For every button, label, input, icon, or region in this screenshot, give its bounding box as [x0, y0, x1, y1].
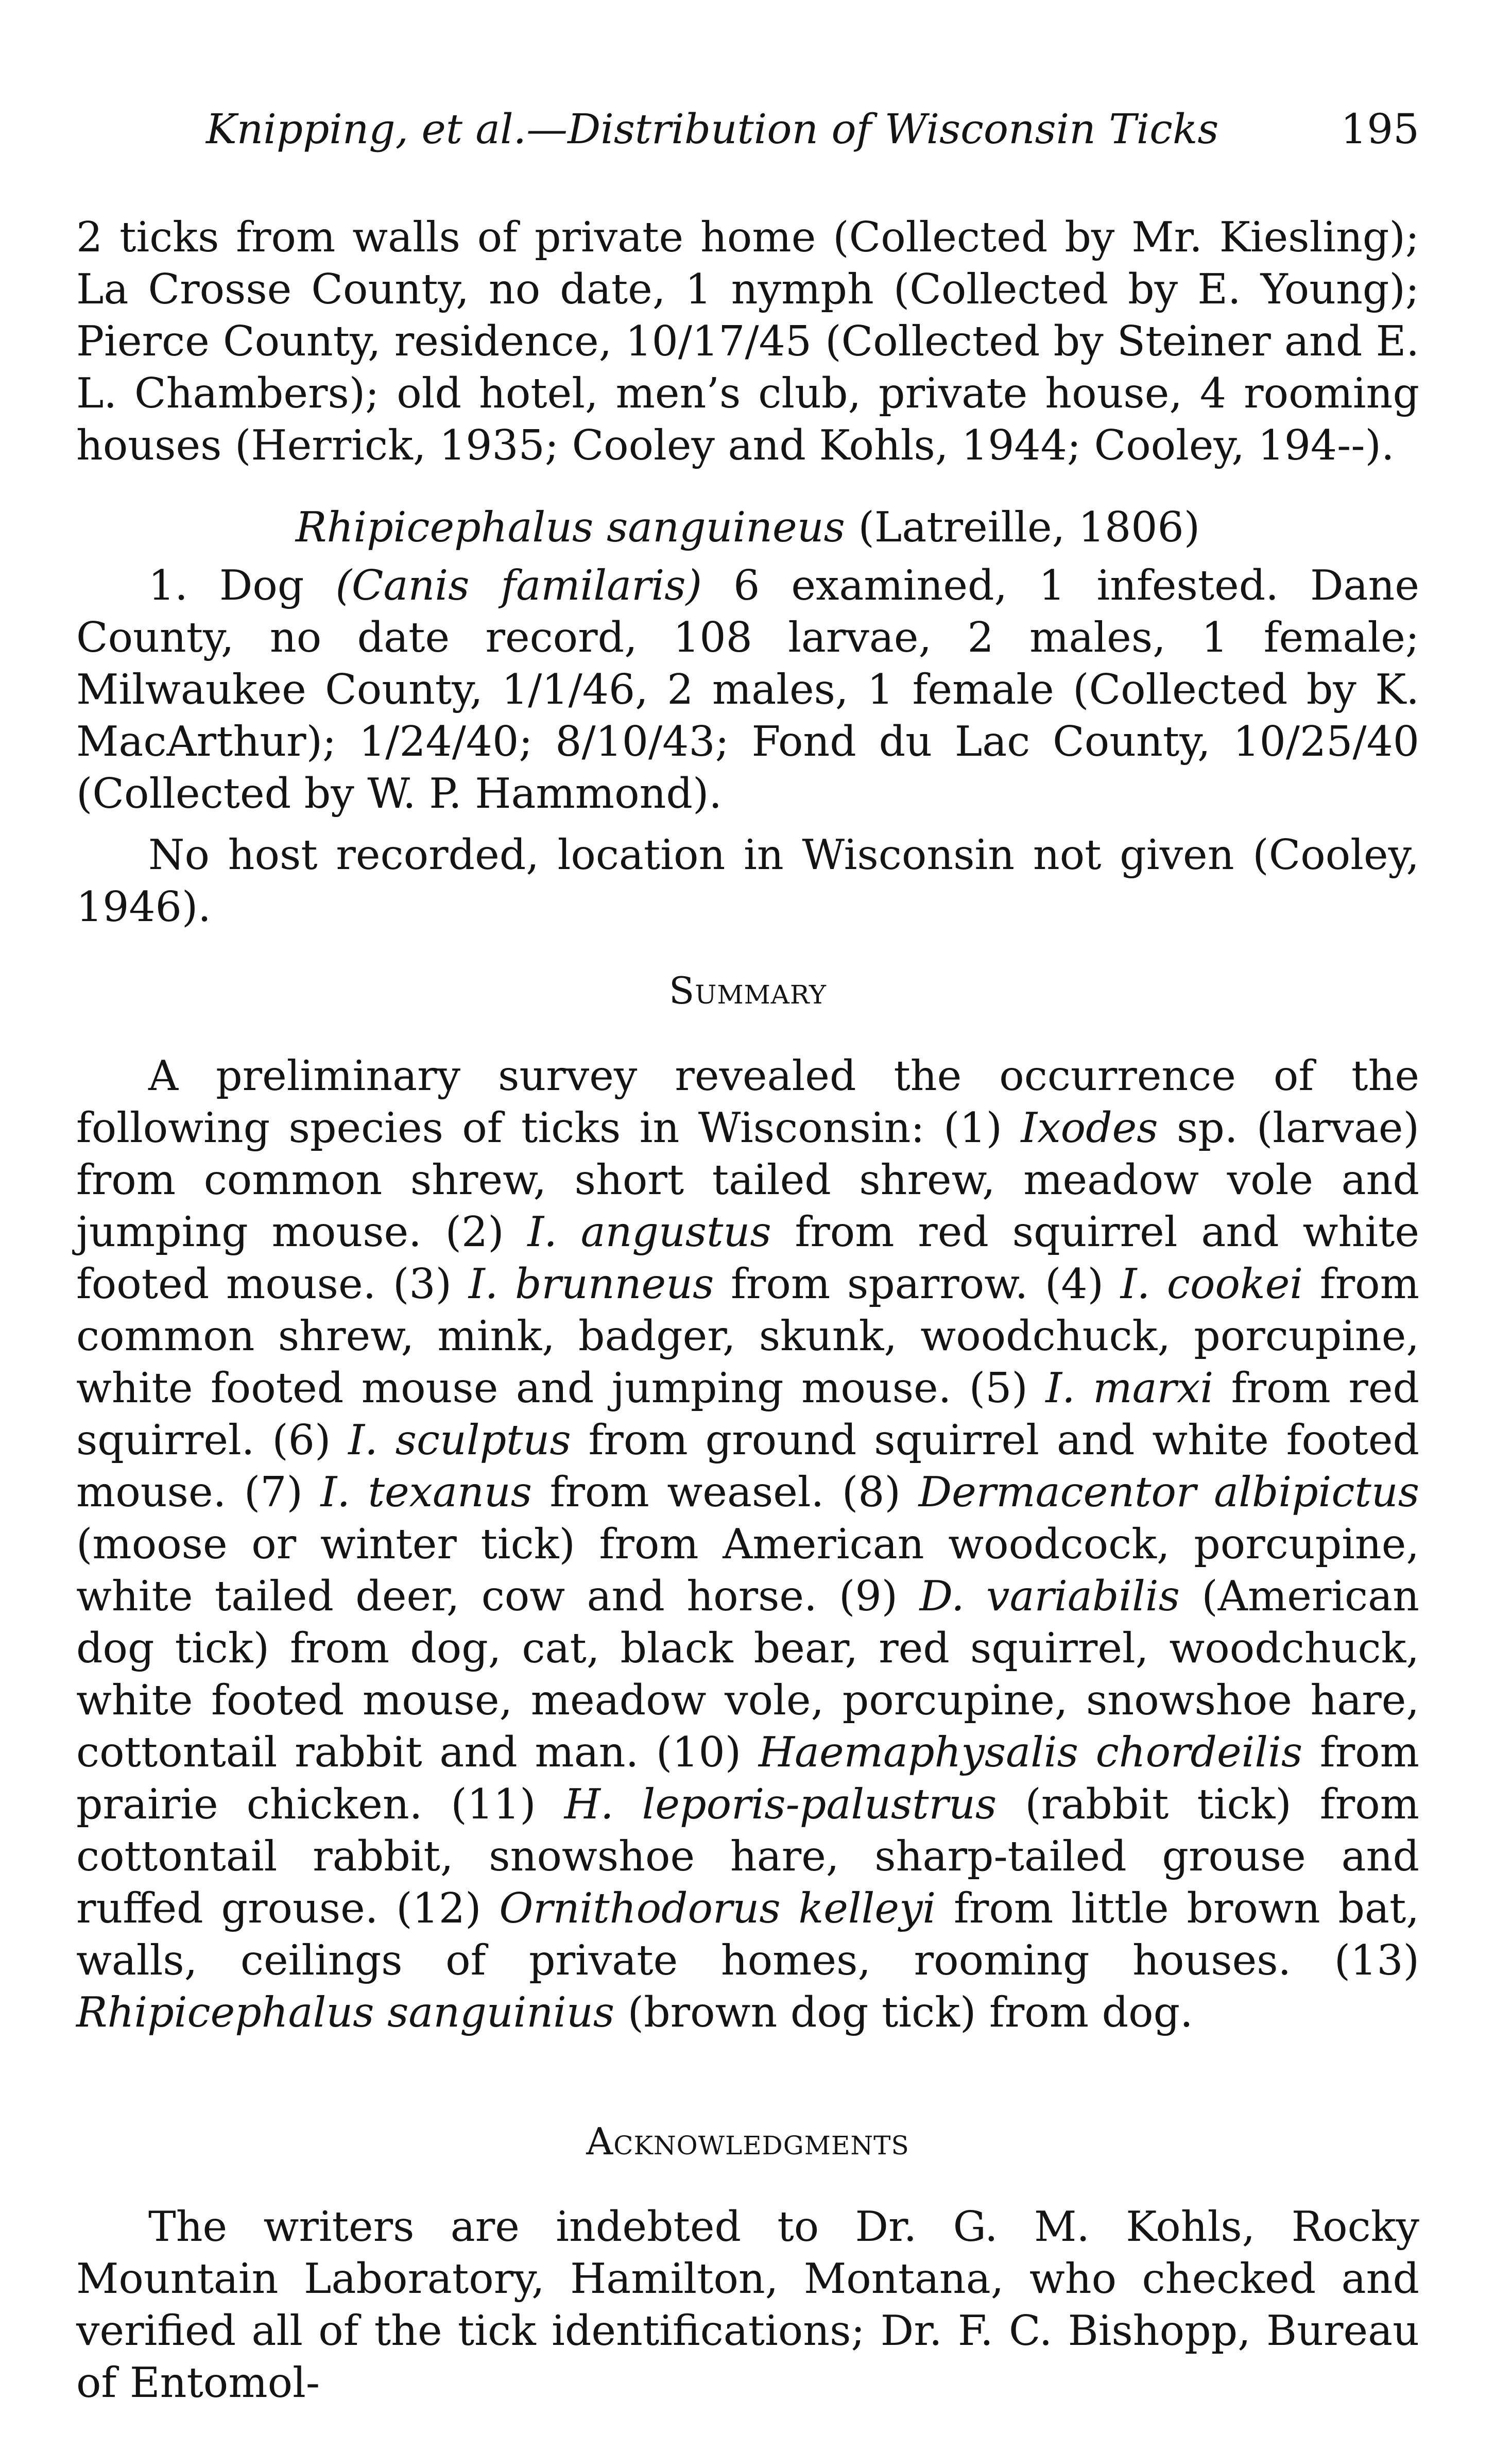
acknowledgments-paragraph: The writers are indebted to Dr. G. M. Kohls, Rocky Mountain Laboratory, Hamilton, Montana, who checked and verified all of the tick identifications; Dr. F. C. Bishopp, Bureau of Entomol- [76, 2202, 1419, 2407]
acknowledgments-heading: Acknowledgments [586, 2120, 909, 2163]
taxon-name: I. angustus [527, 1207, 771, 1256]
host-latin-name: (Canis familaris) [335, 561, 702, 609]
taxon-name: I. cookei [1120, 1260, 1303, 1308]
taxon-name: I. sculptus [348, 1416, 571, 1464]
running-header [76, 101, 1419, 158]
species-heading [76, 501, 1419, 553]
species-name: Rhipicephalus sanguineus [295, 503, 845, 551]
paragraph-no-host: No host recorded, location in Wisconsin not given (Cooley, 1946). [76, 830, 1419, 931]
taxon-name: I. marxi [1045, 1364, 1214, 1412]
page-number: 195 [1341, 105, 1419, 153]
taxon-name: H. leporis-palustrus [564, 1780, 997, 1828]
taxon-name: Dermacentor albipictus [918, 1468, 1419, 1516]
taxon-name: Ornithodorus kelleyi [499, 1884, 936, 1932]
running-title: Knipping, et al.—Distribution of Wisconsin Ticks [206, 105, 1219, 153]
taxon-name: D. variabilis [919, 1572, 1180, 1620]
taxon-name: Rhipicephalus sanguinius [76, 1988, 615, 2036]
paragraph-kiesling-record: 2 ticks from walls of private home (Collected by Mr. Kiesling); La Crosse County, no date, 1 nymph (Collected by E. Young); Pierce County, residence, 10/17/45 (Collected by Steiner and E. L. Chambers); old hotel, men’s club, private house, 4 rooming houses (Herrick, 1935; Cooley and Kohls, 1944; Cooley, 194--). [76, 213, 1419, 469]
paragraph-dog-record: 1. Dog (Canis familaris) 6 examined, 1 infested. Dane County, no date record, 108 larvae, 2 males, 1 female; Milwaukee County, 1/1/46, 2 males, 1 female (Collected by K. MacArthur); 1/24/40; 8/10/43; Fond du Lac County, 10/25/40 (Collected by W. P. Hammond). [76, 561, 1420, 818]
summary-paragraph: A preliminary survey revealed the occurrence of the following species of ticks in Wisconsin: (1) Ixodes sp. (larvae) from common shrew, short tailed shrew, meadow vole and jumping mouse. (2) I. angustus from red squirrel and white footed mouse. (3) I. brunneus from sparrow. (4) I. cookei from common shrew, mink, badger, skunk, woodchuck, porcupine, white footed mouse and jumping mouse. (5) I. marxi from red squirrel. (6) I. sculptus from ground squirrel and white footed mouse. (7) I. texanus from weasel. (8) Dermacentor albipictus (moose or winter tick) from American woodcock, porcupine, white tailed deer, cow and horse. (9) D. variabilis (American dog tick) from dog, cat, black bear, red squirrel, woodchuck, white footed mouse, meadow vole, porcupine, snowshoe hare, cottontail rabbit and man. (10) Haemaphysalis chordeilis from prairie chicken. (11) H. leporis-palustrus (rabbit tick) from cottontail rabbit, snowshoe hare, sharp-tailed grouse and ruffed grouse. (12) Ornithodorus kelleyi from little brown bat, walls, ceilings of private homes, rooming houses. (13) Rhipicephalus sanguinius (brown dog tick) from dog. [76, 1051, 1420, 2036]
taxon-name: I. brunneus [468, 1260, 714, 1308]
taxon-name: I. texanus [320, 1468, 532, 1516]
taxon-name: Haemaphysalis chordeilis [758, 1728, 1303, 1776]
taxon-name: Ixodes [1021, 1103, 1158, 1152]
article-body [76, 211, 1419, 2409]
summary-heading: Summary [668, 969, 827, 1012]
species-authority: (Latreille, 1806) [858, 503, 1200, 551]
